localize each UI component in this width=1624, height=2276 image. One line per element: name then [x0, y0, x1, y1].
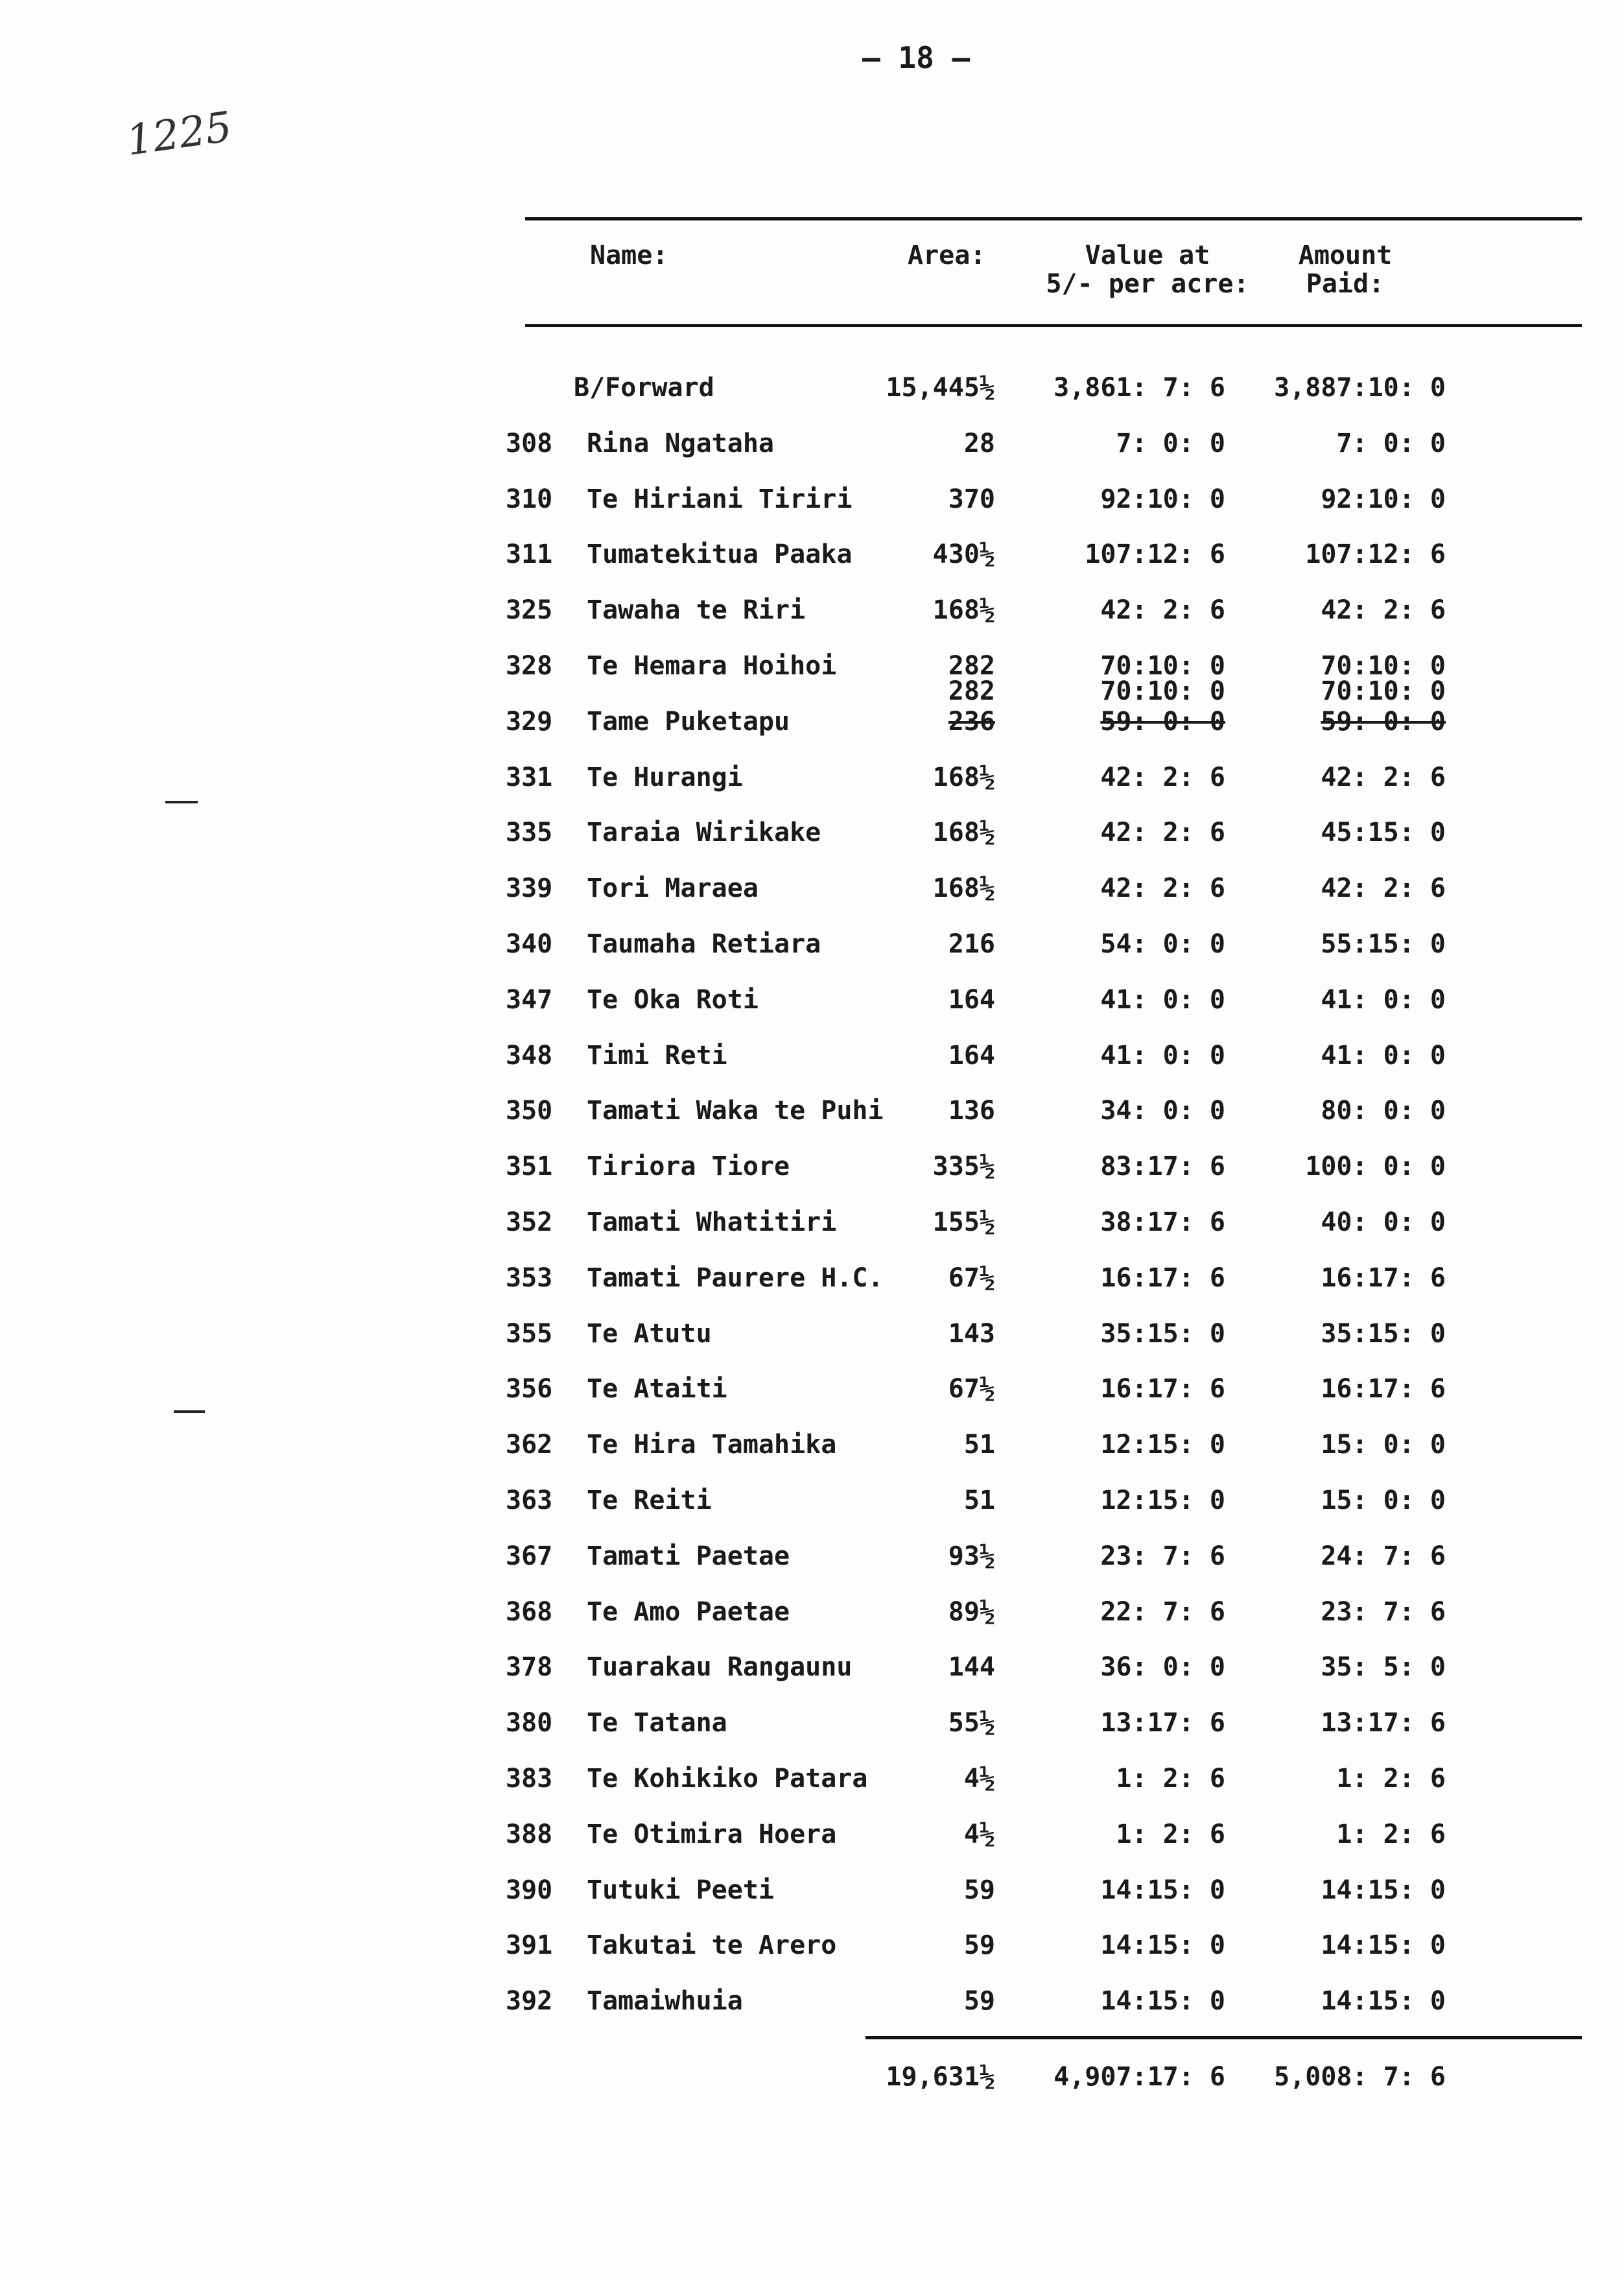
table-row [0, 1820, 1624, 1875]
amount-cell: 1: 2: 6 [1336, 1763, 1446, 1794]
amount-cell: 42: 2: 6 [1321, 595, 1446, 626]
brought-forward-label: B/Forward [574, 373, 714, 403]
owner-name: Tawaha te Riri [587, 595, 806, 626]
lot-number: 378 [506, 1652, 553, 1683]
area-cell: 335½ [932, 1152, 995, 1182]
value-cell: 22: 7: 6 [1100, 1596, 1225, 1627]
owner-name: Tuarakau Rangaunu [587, 1652, 853, 1683]
amount-cell: 92:10: 0 [1321, 484, 1446, 514]
table-row [0, 1374, 1624, 1430]
owner-name: Tame Puketapu [587, 706, 790, 737]
value-cell: 16:17: 6 [1100, 1374, 1225, 1405]
owner-name: Taumaha Retiara [587, 929, 821, 959]
amount-cell: 42: 2: 6 [1321, 762, 1446, 792]
handwritten-note: 1225 [123, 103, 235, 165]
brought-forward-row [0, 373, 1624, 429]
table-row [0, 1986, 1624, 2042]
table-row [0, 985, 1624, 1041]
area-cell: 15,445½ [886, 373, 995, 403]
column-header-name: Name: [590, 241, 668, 270]
table-row [0, 873, 1624, 929]
table-row [0, 1930, 1624, 1986]
area-cell: 67½ [948, 1262, 995, 1293]
value-cell: 7: 0: 0 [1116, 428, 1225, 458]
owner-name: Takutai te Arero [587, 1930, 837, 1961]
value-cell: 3,861: 7: 6 [1053, 373, 1225, 403]
page-number: – 18 – [862, 40, 971, 75]
table-row [0, 1597, 1624, 1653]
owner-name: Te Hemara Hoihoi [587, 650, 837, 681]
value-cell: 16:17: 6 [1100, 1262, 1225, 1293]
value-cell: 12:15: 0 [1100, 1485, 1225, 1515]
owner-name: Te Hurangi [587, 762, 743, 792]
amount-cell: 15: 0: 0 [1321, 1430, 1446, 1460]
lot-number: 355 [506, 1318, 553, 1349]
ledger-table [0, 373, 1624, 2042]
header-rule [525, 324, 1582, 327]
value-cell: 42: 2: 6 [1100, 762, 1225, 792]
lot-number: 350 [506, 1096, 553, 1126]
area-cell: 168½ [932, 762, 995, 792]
table-row [0, 818, 1624, 873]
area-cell: 59 [963, 1986, 995, 2017]
owner-name: Tamati Paurere H.C. [587, 1262, 884, 1293]
area-cell: 136 [948, 1096, 995, 1126]
table-row [0, 595, 1624, 651]
value-cell: 14:15: 0 [1100, 1930, 1225, 1961]
amount-cell: 14:15: 0 [1321, 1875, 1446, 1905]
owner-name: Rina Ngataha [587, 428, 774, 458]
area-cell: 144 [948, 1652, 995, 1683]
total-value: 4,907:17: 6 [1053, 2062, 1225, 2092]
owner-name: Timi Reti [587, 1040, 727, 1071]
area-cell: 143 [948, 1318, 995, 1349]
lot-number: 329 [506, 706, 553, 737]
owner-name: Te Atutu [587, 1318, 712, 1349]
owner-name: Tiriora Tiore [587, 1152, 790, 1182]
area-cell: 370 [948, 484, 995, 514]
area-cell: 28 [963, 428, 995, 458]
lot-number: 388 [506, 1819, 553, 1849]
area-cell: 155½ [932, 1207, 995, 1237]
column-header-value: Value at 5/- per acre: [1046, 241, 1249, 299]
lot-number: 339 [506, 873, 553, 904]
value-cell: 41: 0: 0 [1100, 1040, 1225, 1071]
lot-number: 328 [506, 650, 553, 681]
table-row [0, 1319, 1624, 1375]
totals-rule [865, 2036, 1582, 2039]
table-row [0, 1096, 1624, 1152]
amount-cell: 15: 0: 0 [1321, 1485, 1446, 1515]
value-cell: 12:15: 0 [1100, 1430, 1225, 1460]
lot-number: 351 [506, 1152, 553, 1182]
amount-cell: 1: 2: 6 [1336, 1819, 1446, 1849]
table-row [0, 1430, 1624, 1486]
lot-number: 347 [506, 984, 553, 1015]
owner-name: Tamati Paetae [587, 1541, 790, 1571]
owner-name: Te Kohikiko Patara [587, 1763, 868, 1794]
area-cell: 168½ [932, 595, 995, 626]
amount-cell: 107:12: 6 [1305, 539, 1446, 570]
owner-name: Tumatekitua Paaka [587, 539, 853, 570]
value-cell: 42: 2: 6 [1100, 873, 1225, 904]
amount-cell: 24: 7: 6 [1321, 1541, 1446, 1571]
value-cell: 92:10: 0 [1100, 484, 1225, 514]
owner-name: Tamaiwhuia [587, 1986, 743, 2017]
corrected-area: 282 [948, 676, 995, 706]
value-cell: 42: 2: 6 [1100, 818, 1225, 848]
area-cell: 51 [963, 1430, 995, 1460]
value-cell: 34: 0: 0 [1100, 1096, 1225, 1126]
amount-cell: 14:15: 0 [1321, 1986, 1446, 2017]
total-area: 19,631½ [886, 2062, 995, 2092]
area-cell: 59 [963, 1875, 995, 1905]
value-cell: 1: 2: 6 [1116, 1763, 1225, 1794]
value-cell: 107:12: 6 [1085, 539, 1225, 570]
area-cell: 4½ [963, 1819, 995, 1849]
table-row [0, 1486, 1624, 1541]
value-cell: 83:17: 6 [1100, 1152, 1225, 1182]
table-row [0, 1207, 1624, 1263]
value-cell: 36: 0: 0 [1100, 1652, 1225, 1683]
lot-number: 368 [506, 1596, 553, 1627]
amount-cell: 70:10: 0 [1321, 650, 1446, 681]
owner-name: Te Amo Paetae [587, 1596, 790, 1627]
value-cell: 38:17: 6 [1100, 1207, 1225, 1237]
table-row [0, 1152, 1624, 1207]
struck-value: 59: 0: 0 [1100, 706, 1225, 737]
amount-cell: 80: 0: 0 [1321, 1096, 1446, 1126]
table-row [0, 1764, 1624, 1820]
lot-number: 383 [506, 1763, 553, 1794]
lot-number: 310 [506, 484, 553, 514]
value-cell: 23: 7: 6 [1100, 1541, 1225, 1571]
struck-amount: 59: 0: 0 [1321, 706, 1446, 737]
lot-number: 311 [506, 539, 553, 570]
table-row [0, 539, 1624, 595]
owner-name: Taraia Wirikake [587, 818, 821, 848]
owner-name: Te Ataiti [587, 1374, 727, 1405]
amount-cell: 3,887:10: 0 [1274, 373, 1446, 403]
owner-name: Te Hira Tamahika [587, 1430, 837, 1460]
area-cell: 67½ [948, 1374, 995, 1405]
amount-cell: 16:17: 6 [1321, 1262, 1446, 1293]
table-top-rule [525, 217, 1582, 220]
amount-cell: 35:15: 0 [1321, 1318, 1446, 1349]
amount-cell: 55:15: 0 [1321, 929, 1446, 959]
owner-name: Te Hiriani Tiriri [587, 484, 853, 514]
table-row [0, 929, 1624, 985]
table-row [0, 1652, 1624, 1708]
lot-number: 340 [506, 929, 553, 959]
amount-cell: 100: 0: 0 [1305, 1152, 1446, 1182]
table-row [0, 1875, 1624, 1931]
owner-name: Tamati Whatitiri [587, 1207, 837, 1237]
amount-cell: 41: 0: 0 [1321, 1040, 1446, 1071]
value-cell: 42: 2: 6 [1100, 595, 1225, 626]
amount-cell: 42: 2: 6 [1321, 873, 1446, 904]
lot-number: 308 [506, 428, 553, 458]
area-cell: 282 [948, 650, 995, 681]
lot-number: 353 [506, 1262, 553, 1293]
table-row [0, 1041, 1624, 1097]
struck-area: 236 [948, 706, 995, 737]
area-cell: 168½ [932, 873, 995, 904]
total-amount: 5,008: 7: 6 [1274, 2062, 1446, 2092]
lot-number: 380 [506, 1708, 553, 1738]
value-cell: 54: 0: 0 [1100, 929, 1225, 959]
owner-name: Te Tatana [587, 1708, 727, 1738]
amount-cell: 35: 5: 0 [1321, 1652, 1446, 1683]
column-header-amount: Amount Paid: [1298, 241, 1393, 299]
table-row [0, 676, 1624, 763]
owner-name: Tori Maraea [587, 873, 759, 904]
value-cell: 70:10: 0 [1100, 650, 1225, 681]
lot-number: 362 [506, 1430, 553, 1460]
area-cell: 89½ [948, 1596, 995, 1627]
amount-cell: 40: 0: 0 [1321, 1207, 1446, 1237]
value-cell: 14:15: 0 [1100, 1986, 1225, 2017]
owner-name: Tutuki Peeti [587, 1875, 774, 1905]
table-row [0, 484, 1624, 540]
owner-name: Te Oka Roti [587, 984, 759, 1015]
value-cell: 14:15: 0 [1100, 1875, 1225, 1905]
area-cell: 51 [963, 1485, 995, 1515]
value-cell: 1: 2: 6 [1116, 1819, 1225, 1849]
area-cell: 59 [963, 1930, 995, 1961]
lot-number: 391 [506, 1930, 553, 1961]
lot-number: 348 [506, 1040, 553, 1071]
lot-number: 325 [506, 595, 553, 626]
area-cell: 216 [948, 929, 995, 959]
area-cell: 164 [948, 984, 995, 1015]
lot-number: 363 [506, 1485, 553, 1515]
amount-cell: 16:17: 6 [1321, 1374, 1446, 1405]
amount-cell: 23: 7: 6 [1321, 1596, 1446, 1627]
lot-number: 352 [506, 1207, 553, 1237]
amount-cell: 7: 0: 0 [1336, 428, 1446, 458]
area-cell: 168½ [932, 818, 995, 848]
corrected-value: 70:10: 0 [1100, 676, 1225, 706]
table-row [0, 1708, 1624, 1764]
area-cell: 164 [948, 1040, 995, 1071]
area-cell: 430½ [932, 539, 995, 570]
lot-number: 331 [506, 762, 553, 792]
owner-name: Tamati Waka te Puhi [587, 1096, 884, 1126]
lot-number: 367 [506, 1541, 553, 1571]
column-header-area: Area: [908, 241, 986, 270]
value-cell: 41: 0: 0 [1100, 984, 1225, 1015]
owner-name: Te Reiti [587, 1485, 712, 1515]
lot-number: 390 [506, 1875, 553, 1905]
amount-cell: 41: 0: 0 [1321, 984, 1446, 1015]
lot-number: 356 [506, 1374, 553, 1405]
table-row [0, 763, 1624, 818]
table-row [0, 1263, 1624, 1319]
area-cell: 4½ [963, 1763, 995, 1794]
amount-cell: 13:17: 6 [1321, 1708, 1446, 1738]
area-cell: 55½ [948, 1708, 995, 1738]
corrected-amount: 70:10: 0 [1321, 676, 1446, 706]
value-cell: 35:15: 0 [1100, 1318, 1225, 1349]
table-row [0, 429, 1624, 484]
value-cell: 13:17: 6 [1100, 1708, 1225, 1738]
amount-cell: 45:15: 0 [1321, 818, 1446, 848]
area-cell: 93½ [948, 1541, 995, 1571]
amount-cell: 14:15: 0 [1321, 1930, 1446, 1961]
table-row [0, 1541, 1624, 1597]
lot-number: 335 [506, 818, 553, 848]
owner-name: Te Otimira Hoera [587, 1819, 837, 1849]
lot-number: 392 [506, 1986, 553, 2017]
